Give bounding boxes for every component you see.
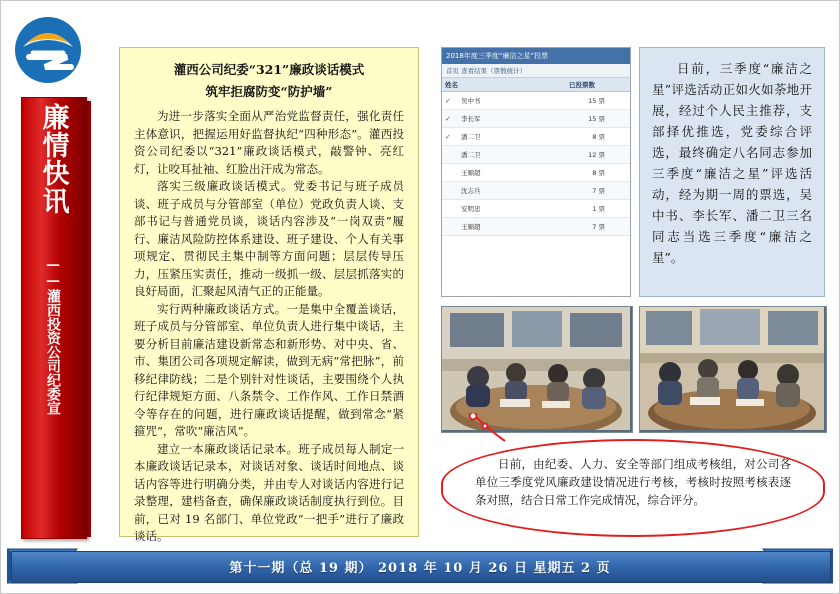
- star-selection-box: [639, 47, 825, 297]
- vote-row-votes: 8 票: [592, 133, 605, 141]
- table-row: [442, 218, 630, 236]
- vote-result-screenshot: [441, 47, 631, 297]
- vote-row-votes: 15 票: [588, 115, 605, 123]
- table-row: [442, 128, 630, 146]
- vote-row-name: 王顺超: [461, 169, 481, 177]
- vote-table-header: [442, 78, 630, 92]
- table-row: [442, 92, 630, 110]
- vote-row-votes: 12 票: [588, 151, 605, 159]
- vote-row-name: 潘二卫: [461, 151, 481, 159]
- footer-text: 第十一期（总 19 期） 2018 年 10 月 26 日 星期五 2 页: [229, 560, 611, 576]
- vote-row-name: 潘二卫: [461, 133, 481, 141]
- company-logo: [11, 13, 85, 87]
- article-paragraph-4: 建立一本廉政谈话记录本。班子成员每人制定一本廉政谈话记录本，对谈话对象、谈话时间地点、谈话内容等进行明确分类，并由专人对谈话内容进行记录整理，建档备查，确保廉政谈话制度执行到位。目前，已对 19 名部门、单位党政“一把手”进行了廉政谈话。: [134, 441, 404, 543]
- vote-row-name: 吴中书: [461, 97, 481, 105]
- article-title-line-2: 筑牢拒腐防变“防护墙”: [205, 84, 333, 99]
- vote-row-name: 沈志兵: [461, 187, 481, 195]
- article-paragraph-1: 为进一步落实全面从严治党监督责任，强化责任主体意识，把握运用好监督执纪“四种形态”。灌西投资公司纪委以“321”廉政谈话模式，敲警钟、亮红灯，让咬耳扯袖、红脸出汗成为常态。: [134, 109, 404, 176]
- vote-row-votes: 15 票: [588, 97, 605, 105]
- vote-row-votes: 7 票: [592, 223, 605, 231]
- masthead-subtitle: ——灌西投资公司纪委宣: [45, 257, 61, 415]
- vote-col-name: 姓名: [445, 81, 458, 89]
- table-row: [442, 200, 630, 218]
- vote-row-name: 李长军: [461, 115, 481, 123]
- table-row: [442, 164, 630, 182]
- star-selection-text: 日前，三季度“廉洁之星”评选活动正如火如荼地开展，经过个人民主推荐，支部择优推选，党委综合评选，最终确定八名同志参加三季度“廉洁之星”评选活动，经为期一周的票选，吴中书、李长军、潘二卫三名同志当选三季度“廉洁之星”。: [652, 61, 812, 265]
- masthead-edge: [85, 101, 91, 537]
- vote-row-name: 王顺超: [461, 223, 481, 231]
- article-paragraph-2: 落实三级廉政谈话模式。党委书记与班子成员谈、班子成员与分管部室（单位）党政负责人谈、支部书记与普通党员谈，谈话内容涉及“一岗双责”履行、廉洁风险防控体系建设、班子建设、个人有关事项规定、贯彻民主集中制等方面问题；层层传导压力，压紧压实责任，推动一级抓一级、层层抓落实的良好局面，汇聚起风清气正的正能量。: [134, 179, 404, 298]
- vote-col-votes: 已投票数: [569, 81, 595, 89]
- article-title-line-1: 灌西公司纪委“321”廉政谈话模式: [173, 62, 365, 77]
- footer-banner: [11, 547, 829, 585]
- vote-toolbar-label: 首页 查看结果（票数统计）: [442, 64, 630, 78]
- table-row: [442, 182, 630, 200]
- callout-tail-icon: [467, 413, 507, 443]
- callout-text: 日前，由纪委、人力、安全等部门组成考核组，对公司各单位三季度党风廉政建设情况进行考核，考核时按照考核表逐条对照，结合日常工作完成情况，综合评分。: [475, 457, 791, 507]
- table-row: [442, 146, 630, 164]
- vote-row-name: 安明忠: [461, 205, 481, 213]
- assessment-callout: [441, 439, 825, 537]
- masthead: [15, 97, 93, 537]
- check-icon: ✓: [445, 114, 451, 123]
- vote-window-title: 2018年度三季度“廉洁之星”投票: [442, 48, 630, 64]
- article-paragraph-3: 实行两种廉政谈话方式。一是集中全覆盖谈话，班子成员与分管部室、单位负责人进行集中谈话，主要分析目前廉洁建设新常态和新形势、对中央、省、市、集团公司各项规定解读，做到无病“常把脉”，前移纪律防线；二是个别针对性谈话，主要围绕个人执行纪律规矩方面、八条禁令、工作作风、工作日禁酒令等存在的问题，进行廉政谈话提醒，做到常念“紧箍咒”，常吹“廉洁风”。: [134, 301, 404, 438]
- masthead-title: 廉情快讯: [37, 103, 69, 215]
- meeting-photo-right: [639, 306, 827, 433]
- vote-row-votes: 1 票: [592, 205, 605, 213]
- main-article: [119, 47, 419, 543]
- check-icon: ✓: [445, 132, 451, 141]
- check-icon: ✓: [445, 96, 451, 105]
- table-row: [442, 110, 630, 128]
- vote-row-votes: 8 票: [592, 169, 605, 177]
- vote-row-votes: 7 票: [592, 187, 605, 195]
